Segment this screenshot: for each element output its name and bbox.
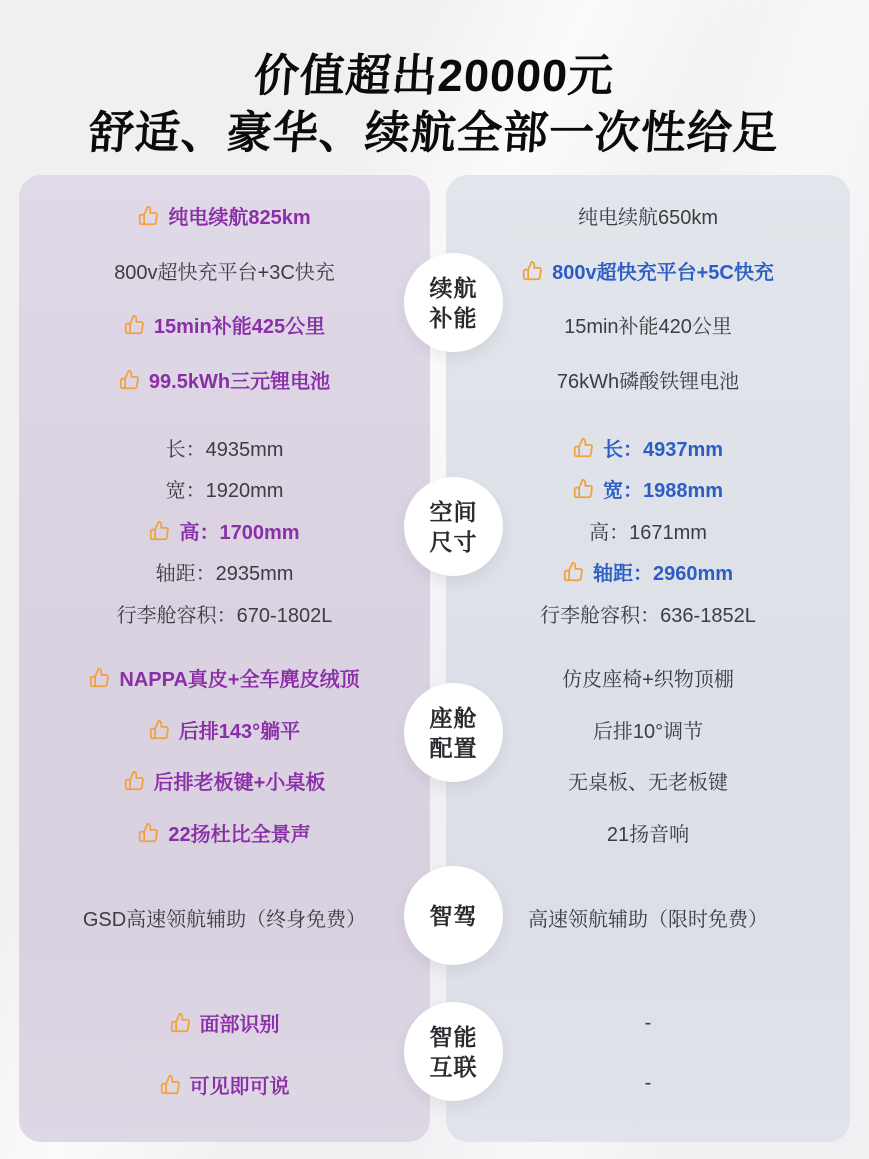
right-connectivity-section <box>446 975 850 1132</box>
spec-row <box>149 516 299 545</box>
thumbs-up-icon <box>573 437 594 458</box>
category-label-line: 尺寸 <box>429 528 478 555</box>
spec-text: GSD高速领航辅助（终身免费） <box>82 909 367 931</box>
spec-text: 后排老板键+小桌板 <box>153 772 326 795</box>
spec-text: 后排10°调节 <box>592 720 704 743</box>
spec-text: 行李舱容积：670-1802L <box>116 604 333 627</box>
spec-text: 800v超快充平台+3C快充 <box>114 261 335 284</box>
spec-text: 高：1700mm <box>179 521 300 544</box>
spec-text: 纯电续航650km <box>577 206 719 229</box>
left-dimensions-section <box>19 420 430 640</box>
thumbs-up-icon <box>522 260 543 281</box>
thumbs-up-icon <box>124 314 145 335</box>
spec-text: 15min补能420公里 <box>564 316 732 339</box>
spec-row <box>166 474 284 503</box>
category-label-line: 空间 <box>429 498 478 525</box>
spec-row <box>578 201 718 230</box>
spec-text: 后排143°躺平 <box>178 720 301 743</box>
category-circle-dimensions <box>404 477 503 576</box>
category-label-line: 互联 <box>429 1053 478 1080</box>
spec-row <box>114 256 335 285</box>
thumbs-up-icon <box>138 822 159 843</box>
spec-row <box>149 715 300 744</box>
thumbs-up-icon <box>119 369 140 390</box>
spec-row <box>124 766 326 795</box>
thumbs-up-icon <box>149 719 170 740</box>
spec-text: 纯电续航825km <box>168 206 311 229</box>
right-range-section <box>446 175 850 420</box>
spec-row <box>562 663 734 692</box>
spec-row <box>528 903 768 932</box>
spec-text: 99.5kWh三元锂电池 <box>148 371 331 394</box>
spec-text: 面部识别 <box>199 1014 280 1036</box>
spec-text: 76kWh磷酸铁锂电池 <box>556 371 740 394</box>
spec-text: 21扬音响 <box>606 824 690 847</box>
spec-row <box>124 310 325 339</box>
right-vehicle-card <box>446 175 850 1142</box>
right-driving-section <box>446 870 850 965</box>
spec-text: 800v超快充平台+5C快充 <box>552 261 774 284</box>
left-cabin-section <box>19 640 430 870</box>
thumbs-up-icon <box>149 520 170 541</box>
category-circle-range <box>404 253 503 352</box>
spec-row <box>166 433 284 462</box>
spec-text: 15min补能425公里 <box>153 316 326 339</box>
category-circle-driving <box>404 866 503 965</box>
thumbs-up-icon <box>563 561 584 582</box>
spec-row <box>119 365 330 394</box>
spec-text: 无桌板、无老板键 <box>568 772 728 795</box>
spec-text: 22扬杜比全景声 <box>168 824 311 847</box>
left-vehicle-card <box>19 175 430 1142</box>
spec-row <box>645 1072 652 1095</box>
spec-row <box>607 818 689 847</box>
thumbs-up-icon <box>138 205 159 226</box>
category-label-line: 座舱 <box>429 704 478 731</box>
spec-text: 长：4937mm <box>602 438 724 461</box>
spec-text: 轴距：2960mm <box>592 563 734 585</box>
spec-row <box>138 201 310 230</box>
category-circle-cabin <box>404 683 503 782</box>
spec-text: 高速领航辅助（限时免费） <box>528 909 768 931</box>
left-connectivity-section <box>19 975 430 1132</box>
spec-row <box>540 599 756 628</box>
spec-row <box>593 715 703 744</box>
category-label-line: 续航 <box>429 274 478 301</box>
spec-text: 轴距：2935mm <box>155 563 294 585</box>
category-label-line: 补能 <box>429 304 478 331</box>
poster-header <box>0 0 869 175</box>
spec-text: 高：1671mm <box>589 521 707 544</box>
poster-title-line1: 价值超出20000元 <box>252 50 617 101</box>
spec-row <box>138 818 310 847</box>
spec-row <box>568 766 728 795</box>
spec-row <box>117 599 333 628</box>
spec-row <box>573 474 723 503</box>
comparison-area <box>19 175 850 1142</box>
spec-row <box>563 557 733 586</box>
left-driving-section <box>19 870 430 965</box>
spec-row <box>156 557 294 586</box>
thumbs-up-icon <box>573 478 594 499</box>
spec-row <box>645 1012 652 1035</box>
spec-text: 可见即可说 <box>189 1076 290 1098</box>
category-label-line: 配置 <box>429 734 478 761</box>
spec-text: 长：4935mm <box>165 438 284 461</box>
left-range-section <box>19 175 430 420</box>
spec-row <box>557 365 739 394</box>
right-dimensions-section <box>446 420 850 640</box>
spec-text: 宽：1988mm <box>602 480 724 502</box>
spec-row <box>573 433 723 462</box>
spec-row <box>89 663 359 692</box>
thumbs-up-icon <box>160 1074 181 1095</box>
category-label-line: 智驾 <box>429 902 478 929</box>
spec-row <box>564 310 732 339</box>
spec-text: NAPPA真皮+全车麂皮绒顶 <box>119 668 360 691</box>
category-label-line: 智能 <box>429 1023 478 1050</box>
spec-text: - <box>644 1072 652 1094</box>
spec-text: 宽：1920mm <box>165 480 284 502</box>
poster-title-line2: 舒适、豪华、续航全部一次性给足 <box>87 107 782 158</box>
spec-text: - <box>644 1012 652 1034</box>
spec-row <box>170 1008 280 1037</box>
spec-text: 行李舱容积：636-1852L <box>540 604 756 627</box>
spec-row <box>83 903 366 932</box>
thumbs-up-icon <box>89 667 110 688</box>
thumbs-up-icon <box>124 770 145 791</box>
category-circle-connectivity <box>404 1002 503 1101</box>
right-cabin-section <box>446 640 850 870</box>
spec-row <box>522 256 774 285</box>
spec-text: 仿皮座椅+织物顶棚 <box>562 668 734 691</box>
spec-row <box>160 1070 290 1099</box>
spec-row <box>589 516 707 545</box>
thumbs-up-icon <box>170 1012 191 1033</box>
